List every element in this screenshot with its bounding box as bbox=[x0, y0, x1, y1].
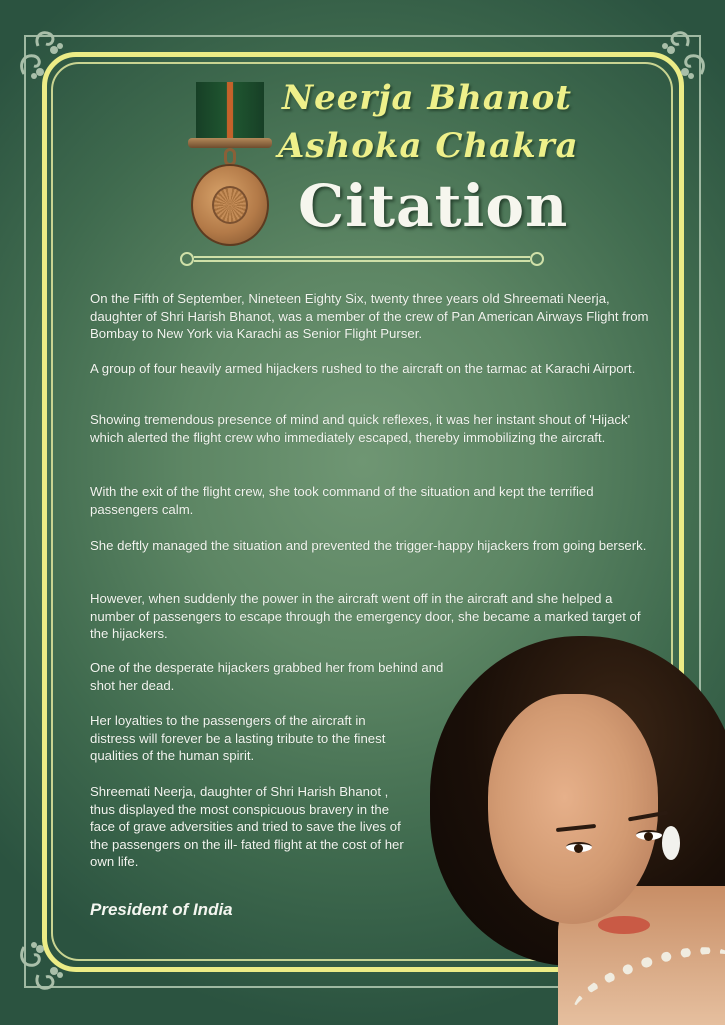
award-heading: Ashoka Chakra bbox=[278, 126, 579, 166]
medal-disc bbox=[191, 164, 269, 246]
signature: President of India bbox=[90, 900, 233, 919]
medal-ribbon bbox=[196, 82, 264, 140]
name-heading: Neerja Bhanot bbox=[282, 78, 573, 118]
citation-paragraph: Showing tremendous presence of mind and quick reflexes, it was her instant shout of 'Hijack' which alerted the flight crew who immediately escaped, thereby immobilizing the aircraft. bbox=[90, 412, 631, 445]
portrait-face bbox=[488, 694, 658, 924]
divider-curl-icon bbox=[180, 252, 194, 266]
chakra-wheel-icon bbox=[212, 186, 248, 224]
medal-bar bbox=[188, 138, 272, 148]
ashoka-chakra-medal-icon bbox=[188, 82, 272, 250]
corner-flourish-icon bbox=[14, 24, 74, 84]
divider-curl-icon bbox=[530, 252, 544, 266]
citation-paragraph: A group of four heavily armed hijackers rushed to the aircraft on the tarmac at Karachi Airport. bbox=[90, 361, 636, 376]
citation-paragraph: She deftly managed the situation and prevented the trigger-happy hijackers from going berserk. bbox=[90, 538, 647, 553]
citation-paragraph: Her loyalties to the passengers of the aircraft in distress will forever be a lasting tribute to the finest qualities of the human spirit. bbox=[90, 713, 386, 764]
page-title: Citation bbox=[298, 172, 569, 240]
citation-paragraph: However, when suddenly the power in the aircraft went off in the aircraft and she helped a number of passengers to escape through the emergency door, she became a marked target of the hijackers. bbox=[90, 591, 641, 642]
earring bbox=[662, 826, 680, 860]
portrait-photo bbox=[430, 636, 725, 1025]
corner-flourish-icon bbox=[651, 24, 711, 84]
citation-paragraph: One of the desperate hijackers grabbed her from behind and shot her dead. bbox=[90, 660, 444, 693]
citation-paragraph: On the Fifth of September, Nineteen Eighty Six, twenty three years old Shreemati Neerja, daughter of Shri Harish Bhanot, was a member of the crew of Pan American Airways Flight from Bombay to New York via Karachi as Senior Flight Purser. bbox=[90, 291, 649, 342]
corner-flourish-icon bbox=[14, 937, 74, 997]
citation-paragraph: Shreemati Neerja, daughter of Shri Harish Bhanot , thus displayed the most conspicuous bravery in the face of grave adversities and tried to save the lives of the passengers on the ill- fated flight at the cost of her own life. bbox=[90, 784, 404, 870]
citation-paragraph: With the exit of the flight crew, she took command of the situation and kept the terrified passengers calm. bbox=[90, 484, 594, 517]
title-divider bbox=[180, 252, 544, 266]
